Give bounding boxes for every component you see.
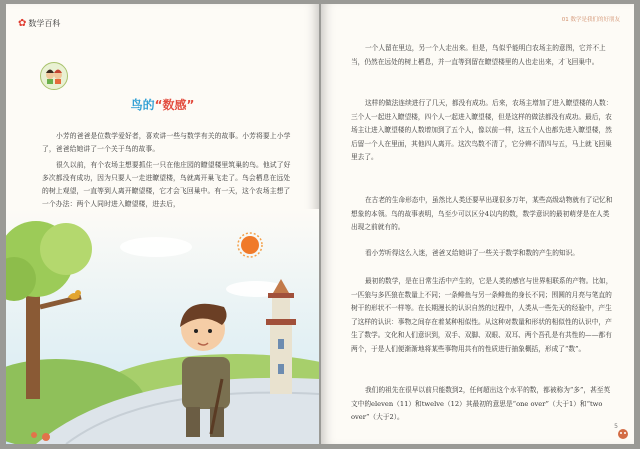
body-paragraph: 我们的祖先在很早以前只能数到2，任何超出这个水平的数，都被称为“多”，甚至英文中的eleven（11）和twelve（12）其最初的意思是“one over”（大于1）和“two over”（大于2）。	[351, 386, 611, 421]
corner-decoration-icon	[616, 426, 630, 440]
left-page	[6, 4, 319, 444]
logo-mark-icon: ✿	[18, 18, 27, 29]
body-paragraph: 这样的做法连续进行了几天，都没有成功。后来，农场主增加了进入瞭望楼的人数：三个人一起进入瞭望楼，四个人一起进入瞭望楼，但是这样的做法都没有成功。最后，农场主让进入瞭望楼的人数增加到了五个人，像以前一样，这五个人也都先进入瞭望楼，然后留一个人在里面，其他四人离开。这次鸟数不清了，它分辨不清四与五，马上就飞回巢里去了。	[351, 99, 613, 161]
body-paragraph: 在古老的生命形态中，虽然比人类还要早出现很多万年，某些高级动物就有了记忆和想象的本领。鸟的故事表明，鸟至少可以区分4以内的数，数学意识的最初萌芽是在人类出现之前就有的。	[351, 196, 613, 231]
book-spread	[6, 4, 634, 444]
story-paragraph: 很久以前，有个农场主想要抓住一只在他庄园的瞭望楼里筑巢的鸟。他试了好多次都没有成功，因为只要人一走进瞭望楼，鸟就离开巢飞走了。鸟会栖息在远处的树上观望，一直等到人离开瞭望楼，它才会飞回巢中。有一天，这个农场主想了一个办法：两个人同时进入瞭望楼，进去后，	[42, 161, 291, 208]
body-paragraph: 一个人留在里边，另一个人走出来。但是，鸟似乎能明白农场主的意图，它并不上当，仍然在远处的树上栖息，并一直等到留在瞭望楼里的人也走出来，才飞回巢中。	[351, 44, 606, 66]
chapter-header: 01 数学是我们的好朋友	[561, 17, 620, 23]
kids-badge-icon	[40, 62, 68, 90]
body-paragraph: 最初的数学，是在日常生活中产生的，它是人类的感官与世界相联系的产物。比如，一匹狼与多匹狼在数量上不同；一条鲱鱼与另一条鲱鱼的身长不同；围圆的月亮与笔直的树干的形状不一样等。在长期漫长的认识自然的过程中，人类从一些先天的经验中，产生了这样的认识：事物之间存在着某种相似性。从这种对数量和形状的相似性的认识中，产生了数学。文化和人们意识到，双手、双脚、双眼、双耳、两个吾孔是有共性的——都有两个，于是人们便渐渐地将某些事物用共有的性质进行抽象概括，形成了“数”。	[351, 277, 613, 353]
book-logo: ✿ 数学百科	[18, 18, 61, 29]
page-number: 5	[614, 423, 618, 430]
story-paragraph: 小芳的爸爸是位数学爱好者，喜欢讲一些与数学有关的故事。小芳将要上小学了，爸爸给她讲了一个关于鸟的故事。	[42, 132, 291, 153]
body-paragraph: 看小芳听得这么入迷，爸爸又给她讲了一些关于数学和数的产生的知识。	[365, 249, 579, 257]
story-illustration	[6, 209, 319, 444]
right-page	[321, 4, 634, 444]
story-title: 鸟的“数感”	[130, 98, 195, 112]
